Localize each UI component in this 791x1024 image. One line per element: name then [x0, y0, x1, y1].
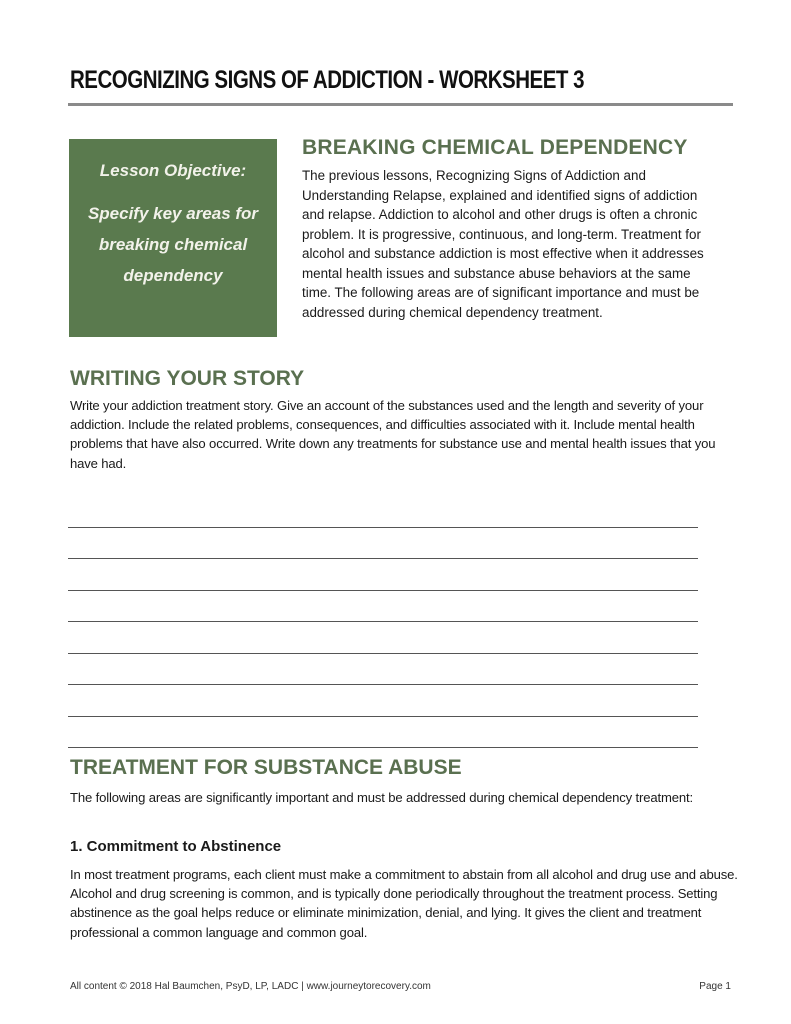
writing-instructions: Write your addiction treatment story. Give an account of the substances used and the length and severity of your addiction. Include the related problems, consequences, and difficulties associated with it. Include mental health problems that have also occurred. Write down any treatments for substance use and mental health issues that you have had. — [70, 398, 716, 471]
answer-line-2[interactable] — [68, 528, 698, 560]
breaking-paragraph: The previous lessons, Recognizing Signs of Addiction and Understanding Relapse, explained and identified signs of addiction and relapse. Addiction to alcohol and other drugs is often a chronic problem. It is progressive, continuous, and long-term. Treatment for alcohol and substance addiction is most effective when it addresses mental health issues and substance abuse behaviors at the same time. The following areas are of significant importance and must be addressed during chemical dependency treatment. — [302, 168, 704, 320]
answer-line-4[interactable] — [68, 591, 698, 623]
answer-line-5[interactable] — [68, 622, 698, 654]
objective-text: Specify key areas for breaking chemical dependency — [87, 204, 259, 285]
footer-credit: All content © 2018 Hal Baumchen, PsyD, LP, LADC | www.journeytorecovery.com — [70, 981, 431, 992]
answer-lines — [68, 496, 698, 748]
objective-label: Lesson Objective: — [99, 161, 247, 180]
section-heading-treatment: TREATMENT FOR SUBSTANCE ABUSE — [70, 756, 462, 779]
section-heading-writing: WRITING YOUR STORY — [70, 367, 305, 390]
section-heading-breaking: BREAKING CHEMICAL DEPENDENCY — [302, 136, 688, 159]
answer-line-7[interactable] — [68, 685, 698, 717]
answer-line-1[interactable] — [68, 496, 698, 528]
item-body-commitment: In most treatment programs, each client must make a commitment to abstain from all alcohol and drug use and abuse. Alcohol and drug screening is common, and is typically done periodically throughout the treatment process. Setting abstinence as the goal helps reduce or eliminate minimization, denial, and lying. It gives the client and treatment professional a common language and common goal. — [70, 867, 738, 940]
worksheet-title: RECOGNIZING SIGNS OF ADDICTION - WORKSHEET 3 — [70, 66, 585, 94]
answer-line-3[interactable] — [68, 559, 698, 591]
item-heading-commitment: 1. Commitment to Abstinence — [70, 838, 282, 855]
treatment-intro: The following areas are significantly important and must be addressed during chemical dependency treatment: — [70, 790, 693, 805]
title-divider — [68, 103, 733, 106]
answer-line-8[interactable] — [68, 717, 698, 749]
lesson-objective-box — [69, 139, 277, 337]
answer-line-6[interactable] — [68, 654, 698, 686]
page-number: Page 1 — [699, 981, 731, 992]
